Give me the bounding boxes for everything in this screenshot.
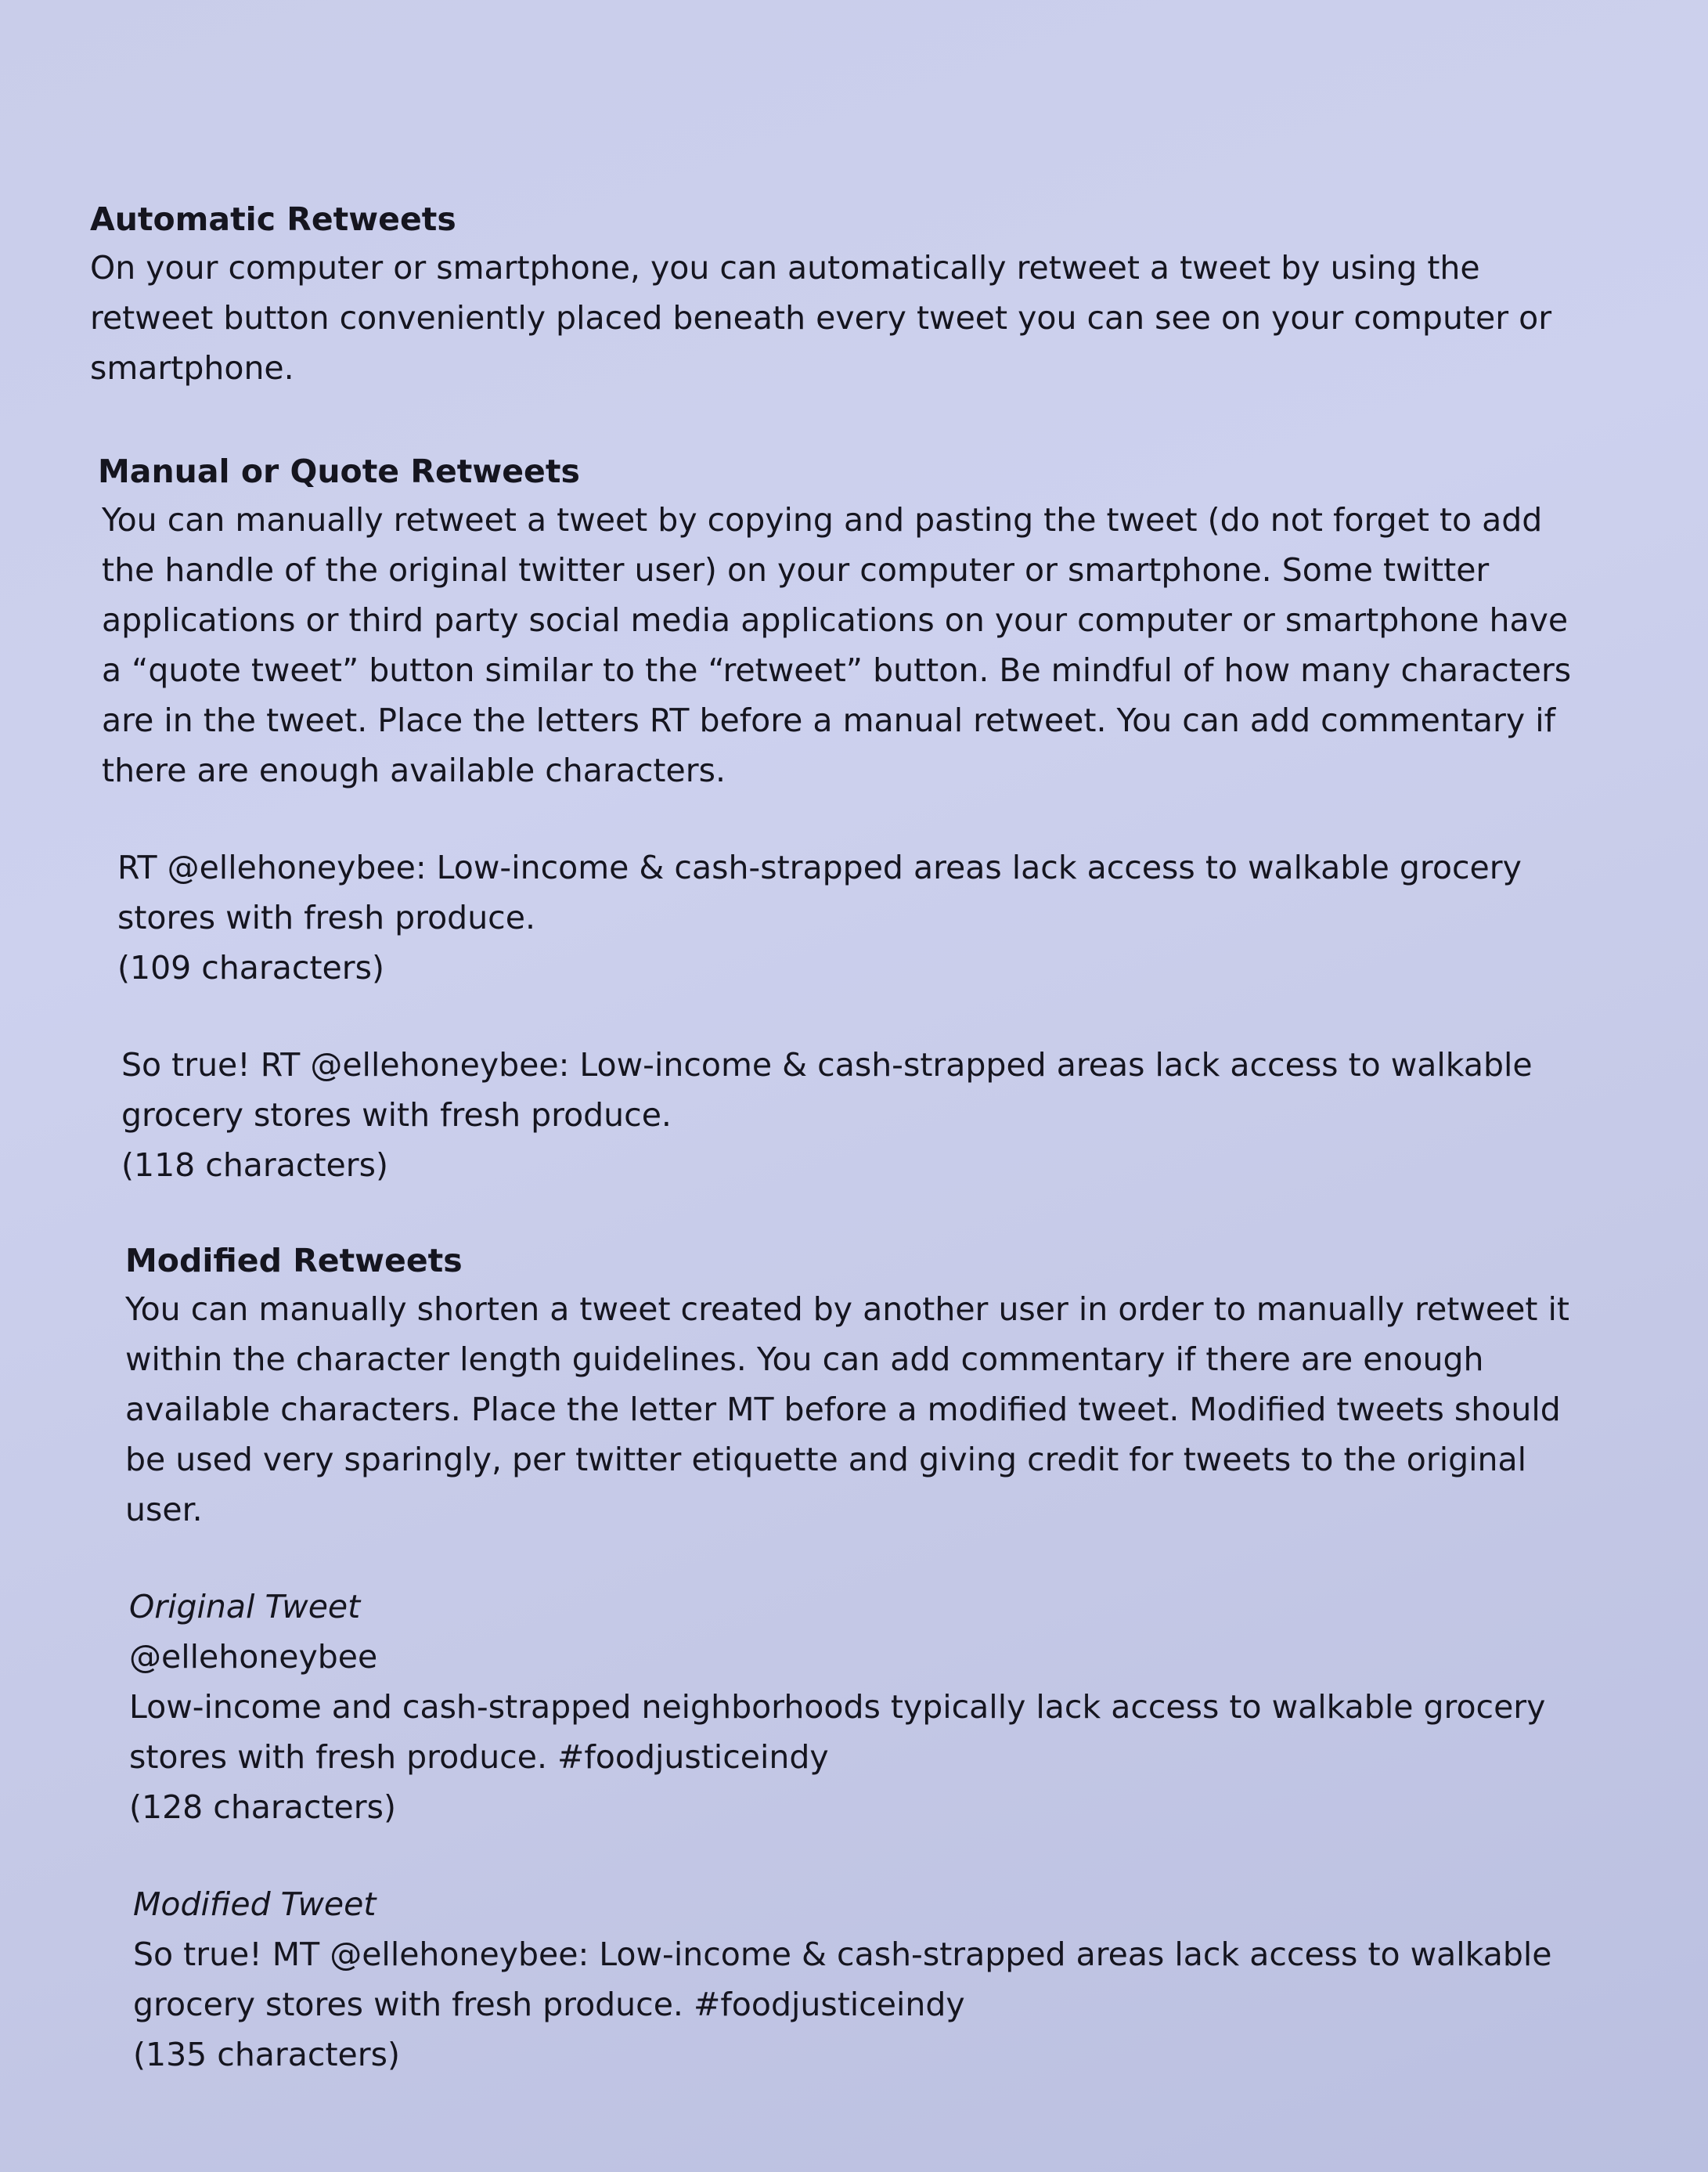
- original-tweet-count: (128 characters): [129, 1788, 396, 1826]
- modified-tweet-count: (135 characters): [133, 2036, 400, 2073]
- automatic-retweets-heading: Automatic Retweets: [90, 200, 456, 238]
- manual-example-1-count: (109 characters): [117, 949, 384, 987]
- original-tweet-text: Low-income and cash-strapped neighborhoods typically lack access to walkable grocery stores with fresh produce. #foodjusticeindy: [129, 1688, 1546, 1776]
- original-tweet-handle: @ellehoneybee: [129, 1638, 378, 1676]
- modified-retweets-body: You can manually shorten a tweet created by another user in order to manually retweet it within the character length guidelines. You can add commentary if there are enough available characters. Place the letter MT before a modified tweet. Modified tweets should be used very sparingly, per twitter etiquette and giving credit for tweets to the original user.: [125, 1290, 1569, 1528]
- automatic-retweets-body: On your computer or smartphone, you can automatically retweet a tweet by using the retweet button conveniently placed beneath every tweet you can see on your computer or smartphone.: [90, 249, 1552, 387]
- manual-example-1-text: RT @ellehoneybee: Low-income & cash-strapped areas lack access to walkable grocery stores with fresh produce.: [117, 849, 1522, 936]
- manual-example-2-text: So true! RT @ellehoneybee: Low-income & cash-strapped areas lack access to walkable grocery stores with fresh produce.: [121, 1046, 1533, 1134]
- manual-retweets-heading: Manual or Quote Retweets: [98, 453, 580, 490]
- original-tweet-block: [90, 1582, 1577, 1832]
- manual-example-2: [90, 1040, 1577, 1190]
- manual-retweets-body: You can manually retweet a tweet by copying and pasting the tweet (do not forget to add the handle of the original twitter user) on your computer or smartphone. Some twitter applications or third party social media applications on your computer or smartphone have a “quote tweet” button similar to the “retweet” button. Be mindful of how many characters are in the tweet. Place the letters RT before a manual retweet. You can add commentary if there are enough available characters.: [102, 501, 1572, 789]
- document-page: [90, 196, 1577, 2080]
- manual-example-1: [90, 842, 1577, 993]
- modified-tweet-label: Modified Tweet: [133, 1885, 377, 1923]
- manual-example-2-count: (118 characters): [121, 1146, 388, 1184]
- modified-tweet-text: So true! MT @ellehoneybee: Low-income & cash-strapped areas lack access to walkable grocery stores with fresh produce. #foodjusticeindy: [133, 1936, 1552, 2023]
- original-tweet-label: Original Tweet: [129, 1588, 361, 1625]
- modified-retweets-heading: Modified Retweets: [125, 1242, 463, 1279]
- modified-tweet-block: [90, 1879, 1577, 2080]
